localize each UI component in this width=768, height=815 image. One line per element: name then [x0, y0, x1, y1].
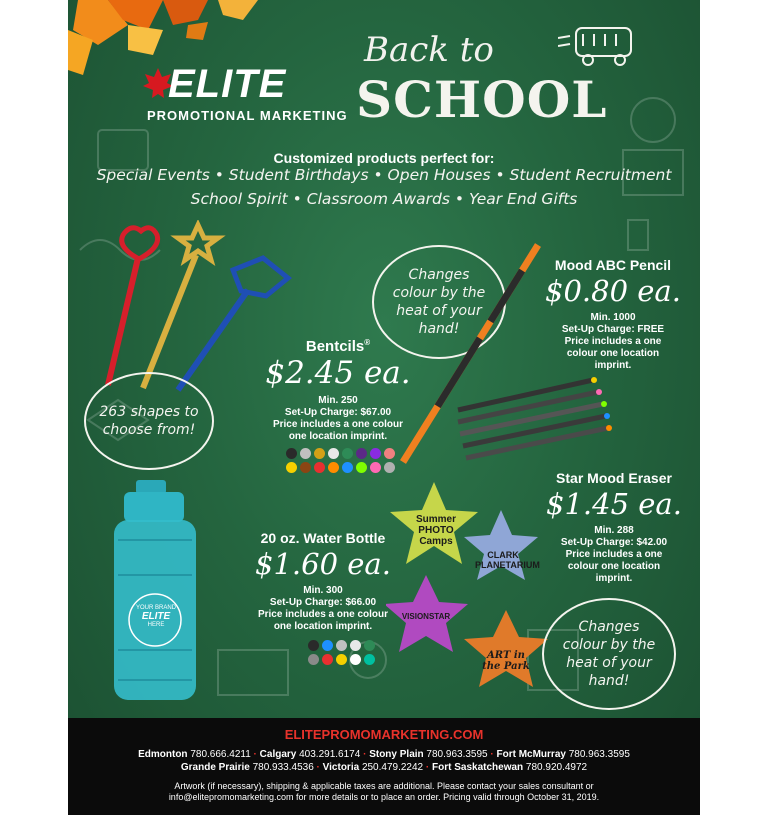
eraser-name: Star Mood Eraser — [556, 470, 672, 486]
bottle-imprint: YOUR BRAND ELITE HERE — [135, 605, 176, 628]
color-swatch — [370, 448, 381, 459]
color-swatch — [356, 448, 367, 459]
contact-phone[interactable]: 780.963.3595 — [426, 749, 488, 760]
bottle-color-swatches — [308, 640, 375, 665]
color-swatch — [322, 654, 333, 665]
star-label-clark: CLARK PLANETARIUM — [475, 550, 540, 570]
eraser-min: Min. 288 — [594, 525, 634, 536]
bentcils-desc-2: one location imprint. — [288, 431, 388, 442]
bottle-desc-2: one location imprint. — [273, 621, 373, 632]
flyer — [68, 0, 700, 815]
bottle-price: $1.60 ea. — [255, 547, 391, 581]
color-swatch — [328, 448, 339, 459]
contact-phone[interactable]: 780.963.3595 — [568, 749, 630, 760]
color-swatch — [308, 640, 319, 651]
bottle-min: Min. 300 — [303, 585, 343, 596]
bottle-name: 20 oz. Water Bottle — [260, 530, 386, 546]
pencil-price: $0.80 ea. — [545, 274, 681, 308]
color-swatch — [384, 462, 395, 473]
pencil-desc-2: colour one location — [566, 348, 660, 359]
footer — [68, 718, 700, 815]
footer-contacts-line-1: Edmonton 780.666.4211 · Calgary 403.291.6174 · Stony Plain 780.963.3595 · Fort McMurray 780.963.3595 — [138, 749, 630, 760]
color-swatch — [328, 462, 339, 473]
contact-city: Calgary — [259, 749, 300, 760]
color-swatch — [286, 448, 297, 459]
eraser-setup: Set-Up Charge: $42.00 — [560, 537, 668, 548]
school-bus-icon — [558, 20, 638, 70]
eraser-desc-3: imprint. — [595, 573, 633, 584]
contact-city: Stony Plain — [369, 749, 427, 760]
intro-heading: Customized products perfect for: — [273, 150, 495, 166]
color-swatch — [300, 462, 311, 473]
brand-name: ELITE — [168, 62, 287, 106]
contact-phone[interactable]: 780.666.4211 — [190, 749, 251, 760]
color-swatch — [364, 640, 375, 651]
eraser-mood-badge: Changes colour by the heat of your hand! — [542, 598, 676, 710]
footer-disclaimer-2: info@elitepromomarketing.com for more details or to place an order. Pricing valid through October 31, 2019. — [168, 792, 600, 802]
eraser-desc-2: colour one location — [567, 561, 661, 572]
contact-city: Victoria — [322, 762, 362, 773]
contact-phone[interactable]: 780.933.4536 — [252, 762, 314, 773]
contact-city: Fort McMurray — [496, 749, 569, 760]
bentcils-setup: Set-Up Charge: $67.00 — [284, 407, 392, 418]
color-swatch — [308, 654, 319, 665]
pencil-min: Min. 1000 — [590, 312, 636, 323]
headline-back-to: Back to — [364, 30, 494, 70]
eraser-price: $1.45 ea. — [546, 487, 682, 521]
headline-school: SCHOOL — [356, 70, 608, 129]
color-swatch — [314, 462, 325, 473]
bentcils-min: Min. 250 — [318, 395, 358, 406]
star-label-summer: Summer PHOTO Camps — [415, 514, 456, 547]
color-swatch — [322, 640, 333, 651]
intro-line-1: Special Events • Student Birthdays • Open Houses • Student Recruitment — [96, 166, 672, 184]
star-label-visionstar: VISIONSTAR — [401, 612, 451, 621]
color-swatch — [314, 448, 325, 459]
contact-city: Fort Saskatchewan — [432, 762, 526, 773]
contact-city: Edmonton — [138, 749, 191, 760]
contact-city: Grande Prairie — [180, 762, 253, 773]
brand-tagline: PROMOTIONAL MARKETING — [147, 108, 348, 123]
bottle-desc-1: Price includes a one colour — [257, 609, 389, 620]
color-swatch — [350, 654, 361, 665]
pencil-info — [538, 257, 688, 372]
eraser-info — [538, 470, 690, 585]
bentcils-name: Bentcils® — [305, 338, 371, 355]
pencil-desc-3: imprint. — [594, 360, 632, 371]
pencil-mood-badge: Changes colour by the heat of your hand! — [372, 245, 506, 359]
pencil-desc-1: Price includes a one — [564, 336, 662, 347]
color-swatch — [384, 448, 395, 459]
color-swatch — [364, 654, 375, 665]
eraser-desc-1: Price includes a one — [565, 549, 663, 560]
bentcils-shapes-badge: 263 shapes to choose from! — [84, 372, 214, 470]
water-bottle-image — [106, 480, 206, 702]
intro-line-2: School Spirit • Classroom Awards • Year End Gifts — [190, 190, 578, 208]
color-swatch — [286, 462, 297, 473]
color-swatch — [350, 640, 361, 651]
star-label-art: ART in the Park — [482, 650, 530, 672]
color-swatch — [300, 448, 311, 459]
color-swatch — [342, 448, 353, 459]
footer-website[interactable]: ELITEPROMOMARKETING.COM — [284, 727, 484, 742]
contact-phone[interactable]: 403.291.6174 — [299, 749, 361, 760]
color-swatch — [336, 654, 347, 665]
bentcils-price: $2.45 ea. — [265, 355, 411, 391]
color-swatch — [370, 462, 381, 473]
pencil-setup: Set-Up Charge: FREE — [561, 324, 665, 335]
pencil-name: Mood ABC Pencil — [554, 257, 672, 273]
contact-phone[interactable]: 780.920.4972 — [525, 762, 588, 773]
bottle-setup: Set-Up Charge: $66.00 — [269, 597, 377, 608]
bentcils-desc-1: Price includes a one colour — [272, 419, 404, 430]
color-swatch — [356, 462, 367, 473]
footer-contacts-line-2: Grande Prairie 780.933.4536 · Victoria 250.479.2242 · Fort Saskatchewan 780.920.4972 — [180, 762, 588, 773]
bentcils-color-swatches — [286, 448, 395, 473]
color-swatch — [342, 462, 353, 473]
color-swatch — [336, 640, 347, 651]
contact-phone[interactable]: 250.479.2242 — [361, 762, 424, 773]
footer-disclaimer-1: Artwork (if necessary), shipping & applicable taxes are additional. Please contact your sales consultant or — [174, 781, 594, 791]
